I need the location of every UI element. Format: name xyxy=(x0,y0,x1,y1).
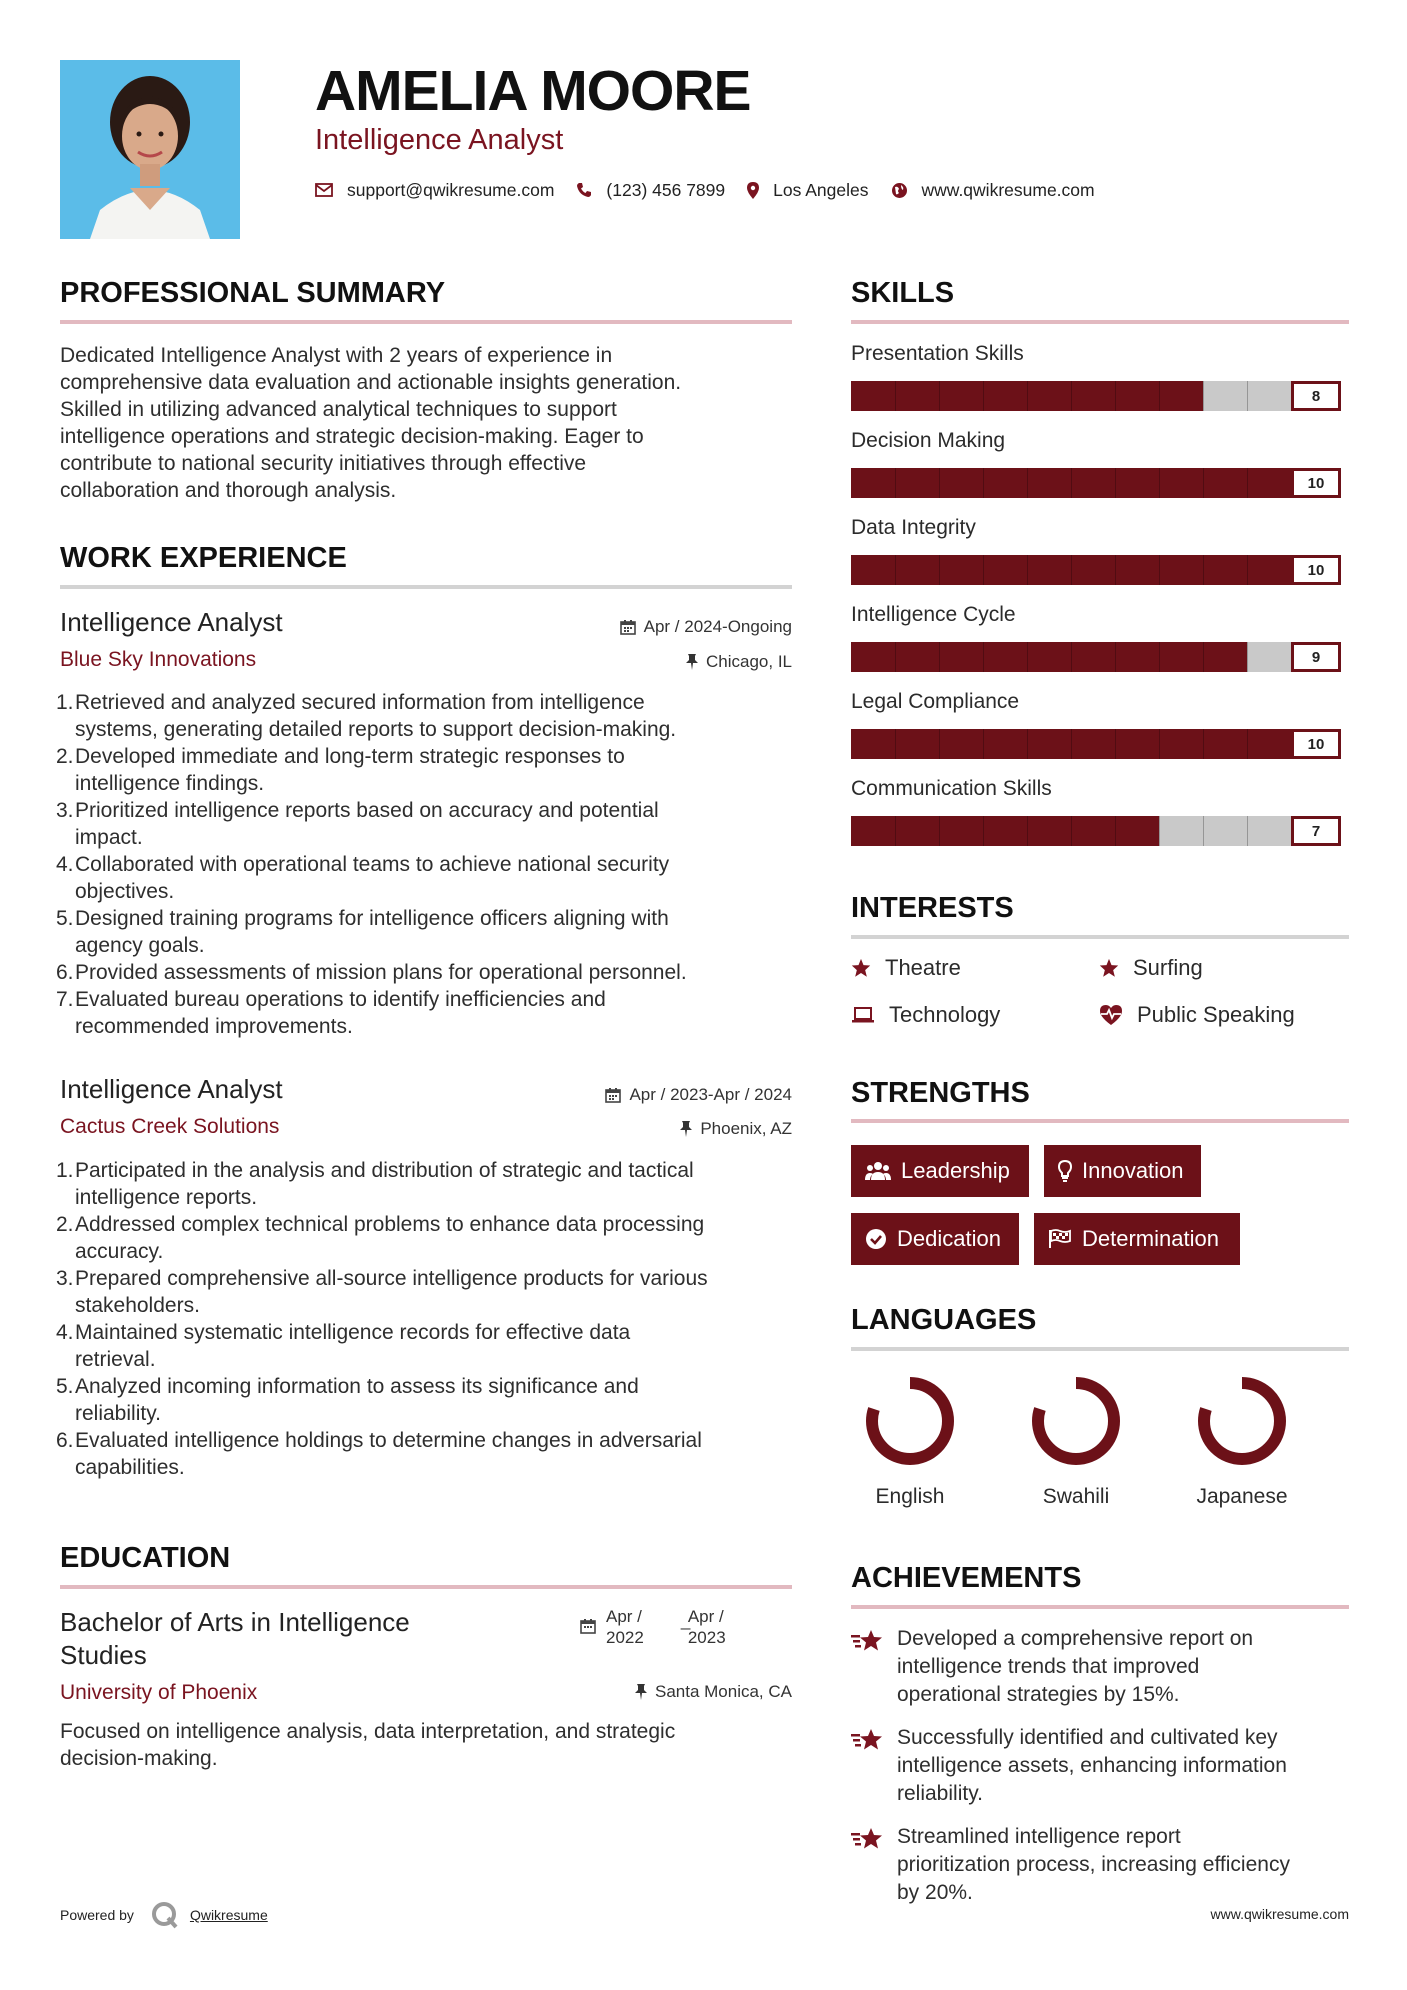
skill-bar-divider xyxy=(1071,381,1072,411)
calendar-icon xyxy=(620,619,636,635)
skill-bar-divider xyxy=(1071,816,1072,846)
interests-heading: INTERESTS xyxy=(851,892,1014,924)
language-label: English xyxy=(875,1485,945,1508)
list-item: 4. Maintained systematic intelligence records for effective data retrieval. xyxy=(56,1321,631,1371)
skill-bar-divider xyxy=(939,468,940,498)
achievement-text: Developed a comprehensive report on intelligence trends that improved operational strategies by 15%. xyxy=(897,1627,1254,1706)
summary-heading: PROFESSIONAL SUMMARY xyxy=(60,277,446,309)
skill-bar-divider xyxy=(1247,555,1248,585)
job-location-text: Chicago, IL xyxy=(706,652,792,671)
list-item: 2. Developed immediate and long-term strategic responses to intelligence findings. xyxy=(56,745,625,795)
envelope-icon xyxy=(315,183,333,197)
achievement-item xyxy=(851,1724,1337,1808)
skill-bar-divider xyxy=(939,729,940,759)
education-start: Apr / 2022 xyxy=(606,1607,644,1647)
candidate-title: Intelligence Analyst xyxy=(315,124,564,156)
contact-email[interactable] xyxy=(315,180,554,201)
users-icon xyxy=(865,1161,891,1181)
phone-icon xyxy=(576,182,592,198)
education-heading: EDUCATION xyxy=(60,1542,231,1574)
qwikresume-logo-icon xyxy=(150,1900,180,1930)
trophy-star-icon xyxy=(851,1625,885,1655)
list-item: 6. Provided assessments of mission plans for operational personnel. xyxy=(56,961,687,984)
skill-bar-divider xyxy=(983,729,984,759)
list-item: 5. Analyzed incoming information to assess its significance and reliability. xyxy=(56,1375,639,1425)
interest-item: Technology xyxy=(851,1001,1000,1029)
skill-score: 10 xyxy=(1291,555,1341,585)
skill-bar-divider xyxy=(1247,642,1248,672)
experience-rule xyxy=(60,585,792,589)
skills-heading: SKILLS xyxy=(851,277,955,309)
heartbeat-icon xyxy=(1099,1004,1123,1026)
skill-bar-divider xyxy=(1203,381,1204,411)
job-dates-text: Apr / 2023-Apr / 2024 xyxy=(629,1085,792,1104)
skill-bar xyxy=(851,468,1291,498)
laptop-icon xyxy=(851,1006,875,1024)
education-dates xyxy=(580,1606,726,1648)
job-location-text: Phoenix, AZ xyxy=(700,1119,792,1138)
education-rule xyxy=(60,1585,792,1589)
languages-rule xyxy=(851,1347,1349,1351)
skill-bar xyxy=(851,555,1291,585)
skill-bar-divider xyxy=(895,555,896,585)
skill-score: 9 xyxy=(1291,642,1341,672)
education-end: _ Apr / 2023 xyxy=(680,1607,726,1647)
interest-item: Public Speaking xyxy=(1099,1001,1295,1029)
skill-bar xyxy=(851,381,1291,411)
star-icon xyxy=(851,958,871,978)
achievements-heading: ACHIEVEMENTS xyxy=(851,1562,1082,1594)
skill-bar-divider xyxy=(1247,729,1248,759)
achievement-item xyxy=(851,1823,1337,1907)
skill-bar-divider xyxy=(1027,468,1028,498)
skill-bar-divider xyxy=(895,468,896,498)
strength-chip: Leadership xyxy=(851,1145,1029,1197)
language-ring xyxy=(862,1373,958,1469)
skill-bar-divider xyxy=(983,816,984,846)
list-item: 6. Evaluated intelligence holdings to determine changes in adversarial capabilities. xyxy=(56,1429,702,1479)
interests-rule xyxy=(851,935,1349,939)
skill-bar-divider xyxy=(1115,642,1116,672)
contact-phone-text: (123) 456 7899 xyxy=(606,179,726,200)
skill-bar-divider xyxy=(1071,642,1072,672)
skill-bar-divider xyxy=(895,642,896,672)
skill-bar xyxy=(851,729,1291,759)
skill-bar-divider xyxy=(983,468,984,498)
list-item: 1. Participated in the analysis and distribution of strategic and tactical intelligence reports. xyxy=(56,1159,694,1209)
skills-rule xyxy=(851,320,1349,324)
star-icon xyxy=(1099,958,1119,978)
skill-score: 8 xyxy=(1291,381,1341,411)
strength-chip: Innovation xyxy=(1044,1145,1201,1197)
footer-url[interactable]: www.qwikresume.com xyxy=(1210,1906,1349,1922)
skill-bar-divider xyxy=(1027,729,1028,759)
interest-item: Surfing xyxy=(1099,954,1203,982)
summary-line: Skilled in utilizing advanced analytical techniques to support xyxy=(60,398,617,421)
job-location xyxy=(686,651,792,673)
skill-bar-divider xyxy=(1203,555,1204,585)
job-company: Blue Sky Innovations xyxy=(60,648,257,671)
achievement-text: Successfully identified and cultivated key intelligence assets, enhancing information reliability. xyxy=(897,1726,1287,1805)
skill-bar-divider xyxy=(1159,729,1160,759)
skill-label: Legal Compliance xyxy=(851,690,1020,713)
interest-item: Theatre xyxy=(851,954,961,982)
list-item: 3. Prioritized intelligence reports based on accuracy and potential impact. xyxy=(56,799,659,849)
skill-bar-divider xyxy=(939,816,940,846)
powered-by-text: Powered by xyxy=(60,1907,134,1923)
skill-bar-divider xyxy=(983,381,984,411)
language-ring-arc xyxy=(1038,1383,1114,1459)
pushpin-icon xyxy=(686,654,698,670)
skill-bar-divider xyxy=(895,816,896,846)
profile-photo xyxy=(60,60,240,239)
job-dates-text: Apr / 2024-Ongoing xyxy=(643,617,792,636)
strength-chip: Determination xyxy=(1034,1213,1240,1265)
skill-score: 7 xyxy=(1291,816,1341,846)
job-title: Intelligence Analyst xyxy=(60,607,283,637)
skill-bar-divider xyxy=(1159,381,1160,411)
skill-bar-divider xyxy=(1115,468,1116,498)
degree-title: Bachelor of Arts in Intelligence Studies xyxy=(60,1607,410,1670)
pushpin-icon xyxy=(680,1121,692,1137)
job-company: Cactus Creek Solutions xyxy=(60,1115,280,1138)
list-item: 2. Addressed complex technical problems to enhance data processing accuracy. xyxy=(56,1213,705,1263)
contact-row xyxy=(315,178,1117,202)
skill-bar-divider xyxy=(895,729,896,759)
list-item: 5. Designed training programs for intelligence officers aligning with agency goals. xyxy=(56,907,669,957)
candidate-name: AMELIA MOORE xyxy=(315,59,751,123)
skill-bar-divider xyxy=(1159,642,1160,672)
summary-line: collaboration and thorough analysis. xyxy=(60,479,397,502)
skill-bar-divider xyxy=(1115,381,1116,411)
trophy-star-icon xyxy=(851,1724,885,1754)
language-label: Japanese xyxy=(1196,1485,1288,1508)
skill-bar-divider xyxy=(939,555,940,585)
skill-bar-divider xyxy=(1159,555,1160,585)
contact-website-text: www.qwikresume.com xyxy=(921,179,1095,200)
strengths-heading: STRENGTHS xyxy=(851,1077,1030,1109)
skill-bar-divider xyxy=(1159,816,1160,846)
skill-bar-divider xyxy=(939,642,940,672)
achievement-text: Streamlined intelligence report prioritization process, increasing efficiency by 20%. xyxy=(897,1825,1290,1904)
skill-bar-divider xyxy=(1203,729,1204,759)
summary-text xyxy=(60,342,800,504)
summary-rule xyxy=(60,320,792,324)
globe-icon xyxy=(891,182,908,199)
language-ring-arc xyxy=(1204,1383,1280,1459)
job-location xyxy=(680,1118,792,1140)
skill-score: 10 xyxy=(1291,468,1341,498)
skill-bar-divider xyxy=(1071,468,1072,498)
language-ring xyxy=(1194,1373,1290,1469)
trophy-star-icon xyxy=(851,1823,885,1853)
education-location-text: Santa Monica, CA xyxy=(654,1682,792,1701)
skill-bar-divider xyxy=(1203,468,1204,498)
skill-label: Decision Making xyxy=(851,429,1006,452)
qwikresume-link[interactable]: Qwikresume xyxy=(189,1907,268,1923)
skill-bar-divider xyxy=(1027,381,1028,411)
achievement-item xyxy=(851,1625,1337,1709)
summary-line: comprehensive data evaluation and actionable insights generation. xyxy=(60,371,682,394)
footer-powered-by xyxy=(60,1900,268,1930)
education-desc: Focused on intelligence analysis, data interpretation, and strategic decision-making. xyxy=(60,1720,676,1770)
contact-website[interactable] xyxy=(891,180,1095,201)
skill-bar-divider xyxy=(1247,816,1248,846)
skill-bar-fill xyxy=(851,642,1247,672)
skill-bar-divider xyxy=(1247,381,1248,411)
job-bullets xyxy=(56,689,796,1040)
list-item: 7. Evaluated bureau operations to identify inefficiencies and recommended improvements. xyxy=(56,988,606,1038)
skill-bar-divider xyxy=(895,381,896,411)
skill-bar-divider xyxy=(983,555,984,585)
skill-bar-divider xyxy=(1027,816,1028,846)
job-dates xyxy=(620,616,792,638)
list-item: 4. Collaborated with operational teams to achieve national security objectives. xyxy=(56,853,670,903)
summary-line: intelligence operations and strategic decision-making. Eager to xyxy=(60,425,644,448)
skill-bar-divider xyxy=(1115,816,1116,846)
skill-bar-fill xyxy=(851,816,1159,846)
skill-bar-divider xyxy=(1027,642,1028,672)
school-name: University of Phoenix xyxy=(60,1681,258,1704)
list-item: 3. Prepared comprehensive all-source intelligence products for various stakeholders. xyxy=(56,1267,708,1317)
experience-heading: WORK EXPERIENCE xyxy=(60,542,347,574)
skill-bar-divider xyxy=(939,381,940,411)
skill-label: Data Integrity xyxy=(851,516,976,539)
contact-location xyxy=(747,180,868,201)
skill-bar-divider xyxy=(1115,555,1116,585)
skill-bar-divider xyxy=(1027,555,1028,585)
contact-phone[interactable] xyxy=(576,180,725,201)
summary-line: Dedicated Intelligence Analyst with 2 years of experience in xyxy=(60,344,613,367)
skill-bar-divider xyxy=(1203,642,1204,672)
calendar-icon xyxy=(580,1618,596,1634)
summary-line: contribute to national security initiatives through effective xyxy=(60,452,587,475)
skill-bar-divider xyxy=(1115,729,1116,759)
strengths-rule xyxy=(851,1119,1349,1123)
lightbulb-icon xyxy=(1058,1160,1072,1182)
skill-bar xyxy=(851,816,1291,846)
education-location xyxy=(635,1681,792,1703)
pushpin-icon xyxy=(635,1684,647,1700)
contact-email-text: support@qwikresume.com xyxy=(347,179,555,200)
check-circle-icon xyxy=(865,1228,887,1250)
calendar-icon xyxy=(605,1087,621,1103)
profile-photo-illustration xyxy=(60,60,240,239)
contact-location-text: Los Angeles xyxy=(773,179,869,200)
job-dates xyxy=(605,1084,792,1106)
skill-label: Presentation Skills xyxy=(851,342,1024,365)
skill-bar xyxy=(851,642,1291,672)
language-ring-arc xyxy=(872,1383,948,1459)
skill-bar-divider xyxy=(1247,468,1248,498)
skill-score: 10 xyxy=(1291,729,1341,759)
job-title: Intelligence Analyst xyxy=(60,1074,283,1104)
skill-label: Intelligence Cycle xyxy=(851,603,1016,626)
map-pin-icon xyxy=(747,182,759,199)
skill-bar-divider xyxy=(1071,729,1072,759)
list-item: 1. Retrieved and analyzed secured information from intelligence systems, generating detailed reports to support decision-making. xyxy=(56,691,677,741)
achievements-rule xyxy=(851,1605,1349,1609)
skill-bar-divider xyxy=(983,642,984,672)
languages-heading: LANGUAGES xyxy=(851,1304,1037,1336)
skill-bar-divider xyxy=(1071,555,1072,585)
skill-bar-divider xyxy=(1203,816,1204,846)
language-label: Swahili xyxy=(1042,1485,1110,1508)
language-ring xyxy=(1028,1373,1124,1469)
skill-label: Communication Skills xyxy=(851,777,1052,800)
strength-chip: Dedication xyxy=(851,1213,1019,1265)
job-bullets xyxy=(56,1157,801,1481)
flag-icon xyxy=(1048,1229,1072,1249)
skill-bar-divider xyxy=(1159,468,1160,498)
